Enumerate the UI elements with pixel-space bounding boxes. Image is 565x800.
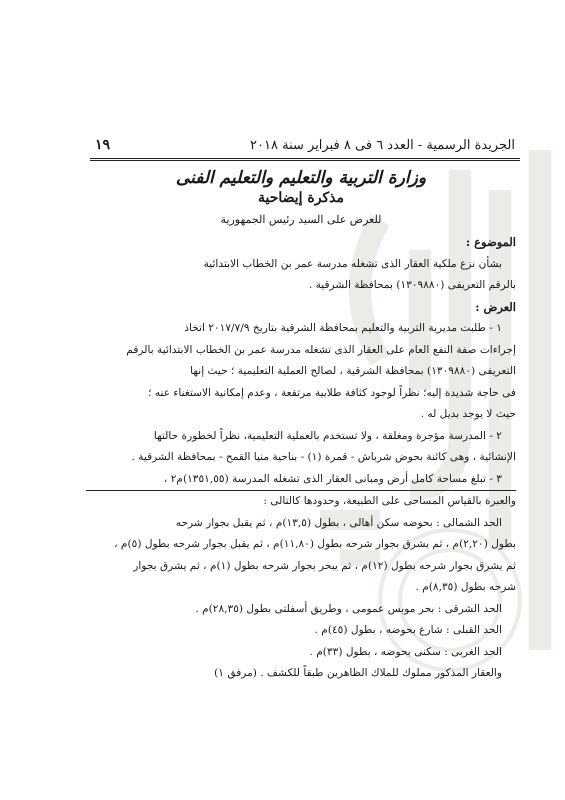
paragraph-1-line: إجراءات صفة النفع العام على العقار الذى تشغله مدرسة عمر بن الخطاب الابتدائية بالرقم	[126, 343, 516, 356]
paragraph-2-line: الإنشائية ، وهى كائنة بحوض شرباش - قمرة (١) - بناحية منيا القمح - بمحافظة الشرقية .	[131, 451, 516, 463]
paragraph-3-line: والعبرة بالقياس المساحى على الطبيعة، وحدودها كالتالى :	[263, 495, 516, 507]
page-number: ١٩	[95, 137, 111, 153]
presentation-heading: العرض :	[475, 299, 516, 314]
addressee-line: للعرض على السيد رئيس الجمهورية	[220, 213, 382, 226]
paragraph-1-line: فى حاجة شديدة إليه؛ نظراً لوجود كثافة طلابية مرتفعة ، وعدم إمكانية الاستغناء عنه ؛	[148, 386, 516, 399]
north-boundary-line: ثم يشرق بجوار شرحه بطول (١٢)م ، ثم يبحر بجوار شرحه بطول (١)م ، ثم يشرق بجوار	[133, 559, 516, 572]
subject-line: بشأن نزع ملكية العقار الذى تشغله مدرسة عمر بن الخطاب الابتدائية	[203, 257, 502, 270]
header-rule	[90, 158, 520, 159]
west-boundary-line: الحد الغربى : سكنى بحوضه ، بطول (٣٣)م .	[309, 645, 502, 658]
paragraph-3-line: ٣ - تبلغ مساحة كامل أرض ومبانى العقار الذى تشغله المدرسة (١٣٥١,٥٥)م٢ ،	[86, 469, 516, 492]
north-boundary-line: الحد الشمالى : بحوضه سكن أهالى ، بطول (١٣,٥)م ، ثم يقبل بجوار شرحه	[175, 516, 502, 529]
subject-line: بالرقم التعريفى (١٣٠٩٨٨٠) بمحافظة الشرقية .	[308, 279, 516, 291]
paragraph-1-line: حيث لا يوجد بديل له .	[420, 408, 516, 420]
paragraph-1-line: ١ - طلبت مديرية التربية والتعليم بمحافظة الشرقية بتاريخ ٢٠١٧/٧/٩ اتخاذ	[184, 322, 502, 334]
east-boundary-line: الحد الشرقى : بحر موبس عمومى ، وطريق أسفلتى بطول (٢٨,٣٥)م .	[195, 602, 502, 615]
document-body	[86, 166, 516, 685]
subject-heading: الموضوع :	[465, 235, 516, 249]
header-rule-secondary	[90, 160, 520, 161]
north-boundary-line: بطول (٢,٢٠)م ، ثم يشرق بجوار شرحه بطول (١١,٨٠)م ، ثم يقبل بجوار شرحه بطول (٥)م ،	[114, 538, 516, 550]
running-header	[95, 137, 515, 153]
paragraph-1-line: التعريفى (١٣٠٩٨٨٠) بمحافظة الشرقية ، لصالح العملية التعليمية ؛ حيث إنها	[190, 365, 516, 377]
paragraph-2-line: ٢ - المدرسة مؤجرة ومغلقة ، ولا تستخدم بالعملية التعليمية، نظراً لخطورة حالتها	[153, 429, 502, 442]
ownership-note: والعقار المذكور مملوك للملاك الظاهرين طبقاً للكشف . (مرفق ١)	[214, 667, 502, 679]
north-boundary-line: شرحه بطول (٨,٣٥)م .	[415, 581, 516, 593]
ministry-title: وزارة التربية والتعليم والتعليم الفنى	[175, 168, 427, 188]
memo-title: مذكرة إيضاحية	[257, 190, 345, 206]
south-boundary-line: الحد القبلى : شارع بحوضه ، بطول (٤٥)م .	[314, 624, 502, 636]
gazette-title: الجريدة الرسمية - العدد ٦ فى ٨ فبراير سنة ٢٠١٨	[250, 138, 515, 153]
